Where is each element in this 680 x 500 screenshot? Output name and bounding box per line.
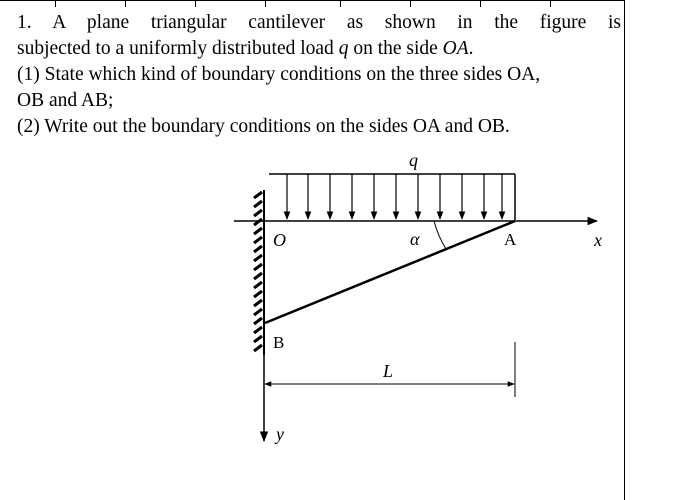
y-axis-label: y xyxy=(276,424,284,444)
question-part1-line2: OB and AB; xyxy=(17,90,114,111)
point-b-label: B xyxy=(273,333,285,352)
load-symbol: q xyxy=(338,38,349,59)
angle-label: α xyxy=(410,229,420,249)
origin-label: O xyxy=(273,230,286,250)
load-label: q xyxy=(409,150,418,170)
intro-text: subjected to a uniformly distributed load xyxy=(17,38,339,59)
angle-arc xyxy=(434,221,446,249)
intro-text: . xyxy=(468,38,474,59)
question-part1-line1: (1) State which kind of boundary conditions on the three sides OA, xyxy=(17,64,541,85)
intro-text: on the side xyxy=(348,38,443,59)
point-a-label: A xyxy=(504,230,517,249)
side-oa-symbol: OA xyxy=(442,38,469,59)
length-label: L xyxy=(383,361,394,381)
problem-intro-line1: 1. A plane triangular cantilever as shown in the figure is xyxy=(17,12,621,33)
fixed-wall xyxy=(254,190,264,355)
side-ab xyxy=(265,221,515,323)
distributed-load xyxy=(269,174,515,220)
x-axis-label: x xyxy=(594,230,602,250)
question-part2: (2) Write out the boundary conditions on the sides OA and OB. xyxy=(17,116,510,137)
